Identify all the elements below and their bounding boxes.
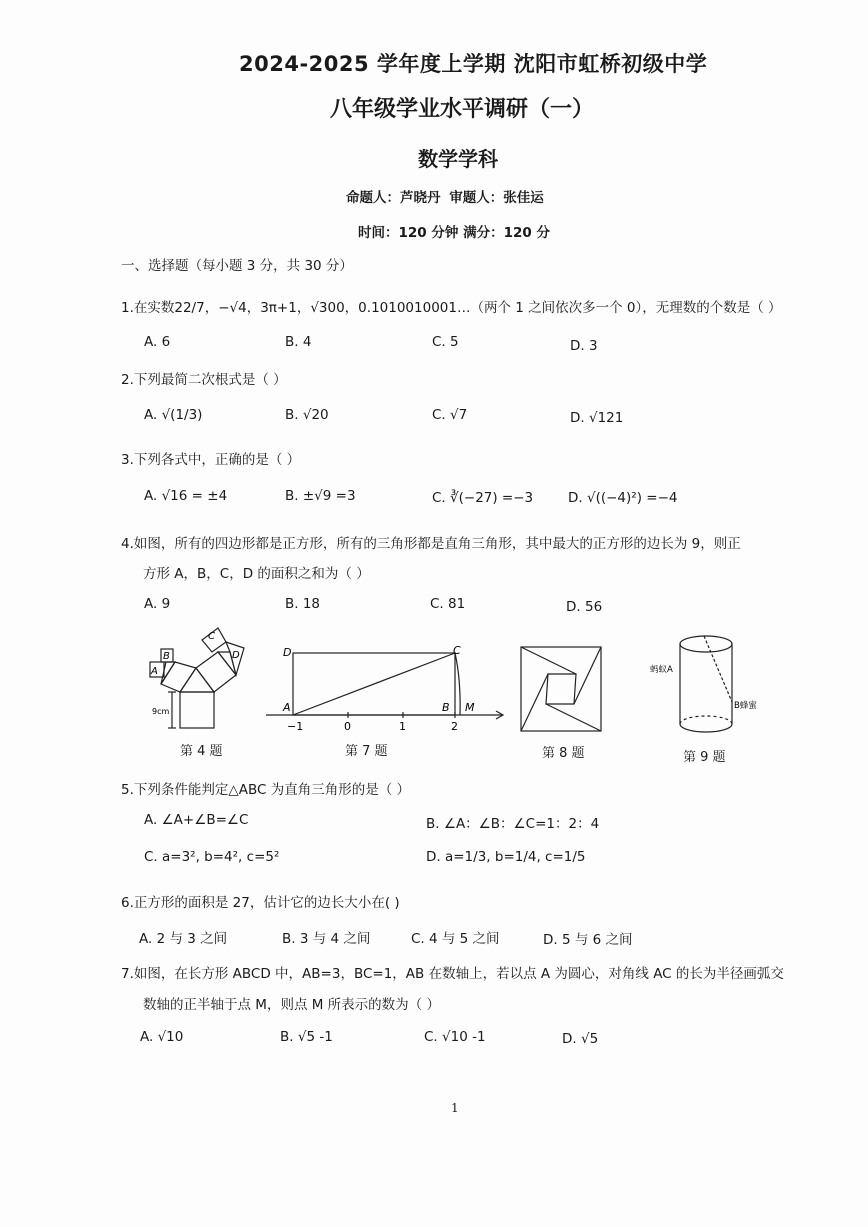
q4-option-c: C. 81 <box>430 596 466 612</box>
fig8-inner-square <box>546 674 576 704</box>
fig7-diagonal-ac <box>293 653 455 715</box>
q5-option-a: A. ∠A+∠B=∠C <box>144 812 249 828</box>
q5-option-b: B. ∠A：∠B：∠C=1：2：4 <box>426 816 600 832</box>
fig7-tick-2: 2 <box>451 720 458 733</box>
fig4-square-right <box>196 652 236 692</box>
q4-option-d: D. 56 <box>566 599 603 615</box>
fig7-arc <box>455 653 460 715</box>
exam-title: 2024-2025 学年度上学期 沈阳市虹桥初级中学 <box>239 52 708 76</box>
q1-option-d: D. 3 <box>570 338 598 354</box>
q6-option-c: C. 4 与 5 之间 <box>411 931 500 947</box>
figure-8-square-pattern <box>518 644 604 734</box>
q2-option-b: B. √20 <box>285 407 329 423</box>
fig7-tick-1: 1 <box>399 720 406 733</box>
q2-option-c: C. √7 <box>432 407 468 423</box>
fig9-label-ant: 蚂蚁A <box>650 665 673 675</box>
q5-option-c: C. a=3², b=4², c=5² <box>144 849 280 865</box>
q1-option-a: A. 6 <box>144 334 171 350</box>
q3-option-d: D. √((−4)²) =−4 <box>568 490 678 506</box>
q6-option-a: A. 2 与 3 之间 <box>139 931 228 947</box>
fig4-triangle-left <box>161 662 175 684</box>
q3-option-b: B. ±√9 =3 <box>285 488 356 504</box>
section-heading: 一、选择题（每小题 3 分，共 30 分） <box>121 258 353 274</box>
time-score-line: 时间：120 分钟 满分：120 分 <box>358 225 550 241</box>
q1-option-c: C. 5 <box>432 334 459 350</box>
figure-9-cylinder <box>646 632 766 744</box>
q6-option-b: B. 3 与 4 之间 <box>282 931 371 947</box>
figure-7-number-line <box>262 640 510 736</box>
figure-4-pythagoras-tree <box>138 622 262 734</box>
question-5-text: 5.下列条件能判定△ABC 为直角三角形的是（ ） <box>121 782 411 798</box>
fig9-path-line <box>704 636 732 702</box>
question-3-text: 3.下列各式中，正确的是（ ） <box>121 452 301 468</box>
q3-option-c: C. ∛(−27) =−3 <box>432 490 534 506</box>
q5-option-d: D. a=1/3, b=1/4, c=1/5 <box>426 849 586 865</box>
figure-4-caption: 第 4 题 <box>180 744 223 759</box>
question-4-text-line1: 4.如图，所有的四边形都是正方形，所有的三角形都是直角三角形，其中最大的正方形的边长为 9，则正 <box>121 536 741 552</box>
figure-7-caption: 第 7 题 <box>345 744 388 759</box>
authors-line: 命题人：芦晓丹 审题人：张佳运 <box>346 190 544 206</box>
q4-option-b: B. 18 <box>285 596 321 612</box>
exam-subtitle: 八年级学业水平调研（一） <box>330 97 595 122</box>
question-1-text: 1.在实数22/7，−√4，3π+1，√300，0.1010010001…（两个 1 之间依次多一个 0），无理数的个数是（ ） <box>121 300 782 316</box>
fig4-label-c: C <box>208 631 215 642</box>
q7-option-a: A. √10 <box>140 1029 184 1045</box>
q6-option-d: D. 5 与 6 之间 <box>543 932 633 948</box>
fig7-tick-0: 0 <box>344 720 351 733</box>
fig4-label-9cm: 9cm <box>152 707 170 716</box>
fig8-outer-square <box>521 647 601 731</box>
question-7-text-line2: 数轴的正半轴于点 M，则点 M 所表示的数为（ ） <box>143 997 440 1013</box>
question-6-text: 6.正方形的面积是 27，估计它的边长大小在( ) <box>121 895 400 911</box>
fig9-bottom-ellipse <box>680 724 732 732</box>
fig4-label-b: B <box>163 651 170 662</box>
fig9-label-honey: B蜂蜜 <box>734 701 757 711</box>
fig7-label-d: D <box>283 646 292 659</box>
figure-8-caption: 第 8 题 <box>542 746 585 761</box>
fig4-label-a: A <box>151 666 158 677</box>
fig7-label-m: M <box>465 701 475 714</box>
fig7-label-b: B <box>442 701 450 714</box>
question-2-text: 2.下列最简二次根式是（ ） <box>121 372 287 388</box>
fig7-label-c: C <box>453 644 461 657</box>
q7-option-d: D. √5 <box>562 1031 599 1047</box>
q1-option-b: B. 4 <box>285 334 312 350</box>
q7-option-c: C. √10 -1 <box>424 1029 486 1045</box>
q2-option-a: A. √(1/3) <box>144 407 203 423</box>
subject-title: 数学学科 <box>418 147 498 171</box>
q4-option-a: A. 9 <box>144 596 171 612</box>
figure-9-caption: 第 9 题 <box>683 750 726 765</box>
fig4-triangle-1 <box>180 668 214 692</box>
q3-option-a: A. √16 = ±4 <box>144 488 228 504</box>
fig4-label-d: D <box>232 650 240 661</box>
fig4-square-left <box>161 662 196 692</box>
page-number: 1 <box>451 1101 459 1115</box>
q7-option-b: B. √5 -1 <box>280 1029 333 1045</box>
fig7-tick-neg1: −1 <box>287 720 304 733</box>
q2-option-d: D. √121 <box>570 410 624 426</box>
fig4-largest-square <box>180 692 214 728</box>
question-7-text-line1: 7.如图，在长方形 ABCD 中，AB=3，BC=1，AB 在数轴上，若以点 A 为圆心，对角线 AC 的长为半径画弧交 <box>121 966 784 982</box>
fig7-label-a: A <box>283 701 291 714</box>
question-4-text-line2: 方形 A，B，C，D 的面积之和为（ ） <box>143 566 370 582</box>
fig9-top-ellipse <box>680 636 732 652</box>
